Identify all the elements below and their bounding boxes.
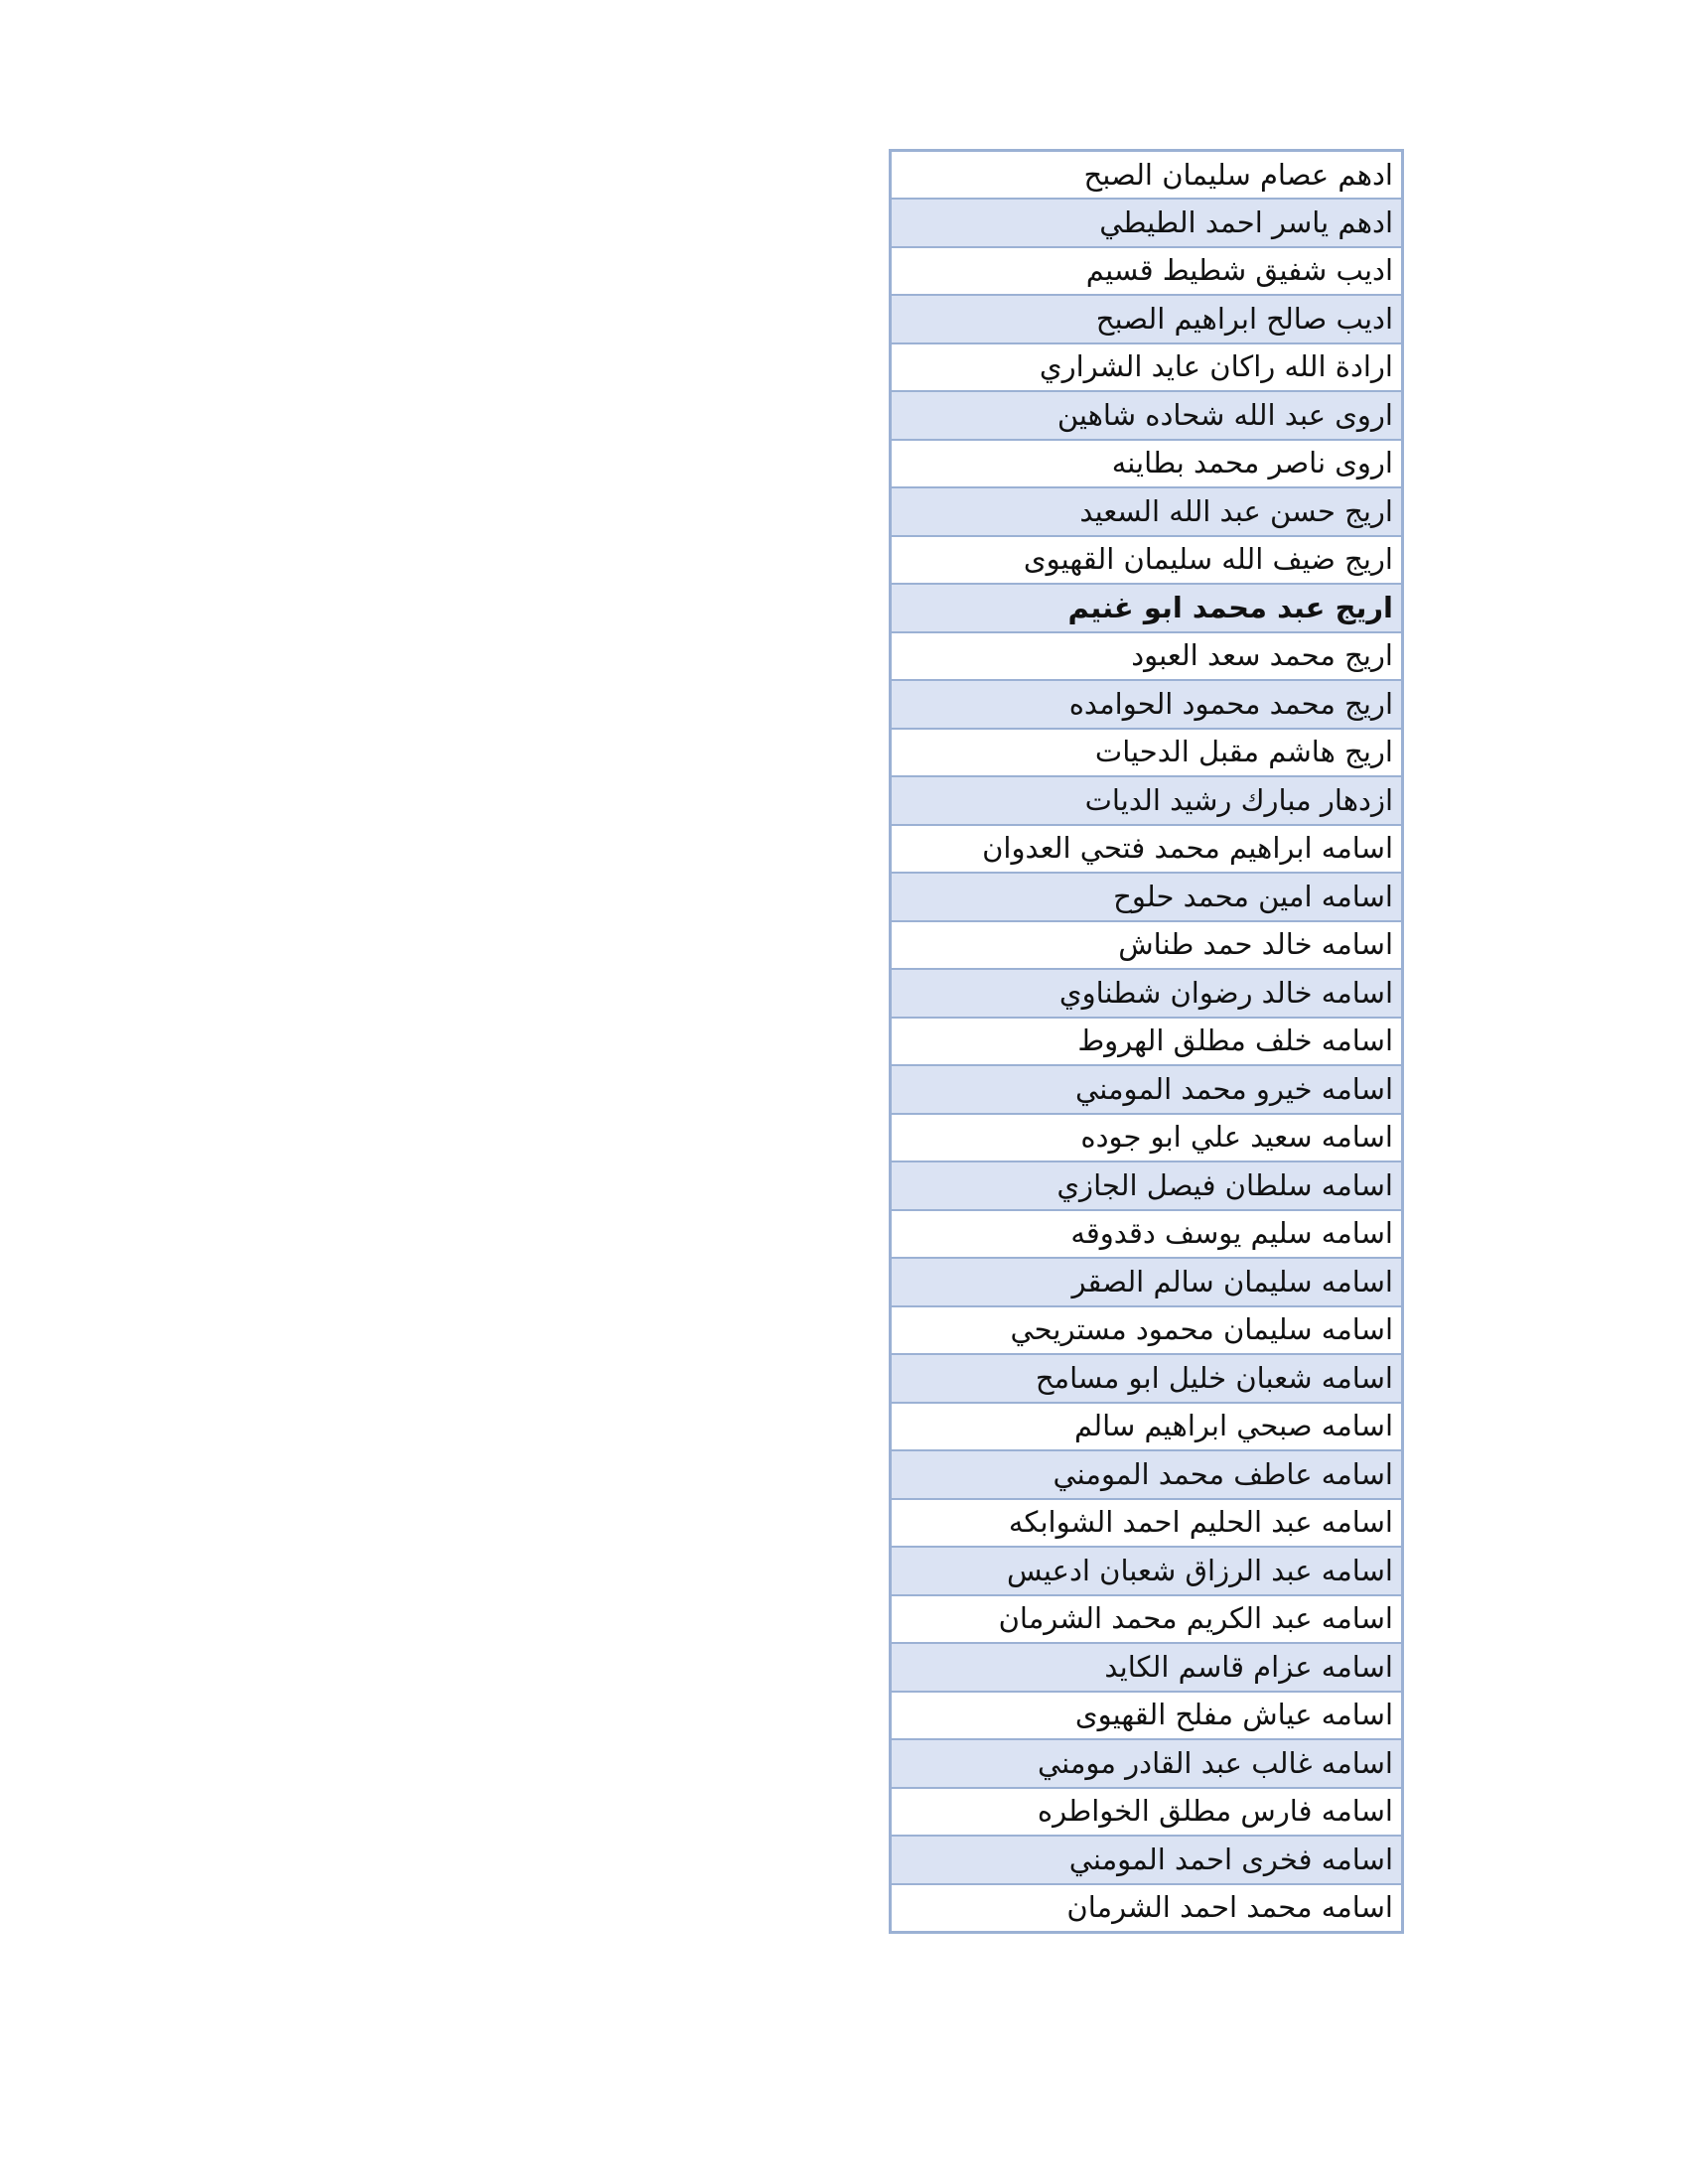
table-row [891, 1306, 1403, 1355]
name-cell: ازدهار مبارك رشيد الديات [891, 776, 1403, 825]
table-row [891, 1258, 1403, 1306]
table-row [891, 391, 1403, 440]
name-cell: اسامه سلطان فيصل الجازي [891, 1161, 1403, 1210]
name-cell: اديب صالح ابراهيم الصبح [891, 295, 1403, 343]
name-cell: اريج هاشم مقبل الدحيات [891, 729, 1403, 777]
name-cell: اريج عبد محمد ابو غنيم [891, 584, 1403, 632]
table-row [891, 776, 1403, 825]
table-row [891, 1499, 1403, 1548]
name-cell: اريج حسن عبد الله السعيد [891, 487, 1403, 536]
name-cell: اسامه عبد الرزاق شعبان ادعيس [891, 1547, 1403, 1595]
table-row [891, 921, 1403, 970]
name-cell: اسامه عبد الكريم محمد الشرمان [891, 1595, 1403, 1644]
table-row [891, 247, 1403, 296]
table-row [891, 295, 1403, 343]
table-row [891, 1595, 1403, 1644]
name-cell: اسامه خالد حمد طناش [891, 921, 1403, 970]
table-row [891, 1547, 1403, 1595]
name-cell: اسامه غالب عبد القادر مومني [891, 1739, 1403, 1788]
table-row [891, 151, 1403, 200]
name-cell: ادهم ياسر احمد الطيطي [891, 199, 1403, 247]
table-row [891, 1210, 1403, 1259]
name-cell: ارادة الله راكان عايد الشراري [891, 343, 1403, 392]
table-row [891, 1450, 1403, 1499]
name-cell: اسامه خيرو محمد المومني [891, 1065, 1403, 1114]
table-row [891, 440, 1403, 488]
name-cell: اريج محمد محمود الحوامده [891, 680, 1403, 729]
table-row [891, 1692, 1403, 1740]
name-cell: اروى عبد الله شحاده شاهين [891, 391, 1403, 440]
name-cell: اسامه سليمان سالم الصقر [891, 1258, 1403, 1306]
name-cell: اسامه عياش مفلح القهيوى [891, 1692, 1403, 1740]
table-row [891, 1739, 1403, 1788]
table-row [891, 584, 1403, 632]
name-cell: اسامه عاطف محمد المومني [891, 1450, 1403, 1499]
name-cell: اسامه خالد رضوان شطناوي [891, 969, 1403, 1018]
table-row [891, 487, 1403, 536]
table-row [891, 680, 1403, 729]
name-cell: اسامه امين محمد حلوح [891, 873, 1403, 921]
name-cell: اسامه سليم يوسف دقدوقه [891, 1210, 1403, 1259]
name-cell: اسامه سعيد علي ابو جوده [891, 1114, 1403, 1162]
table-row [891, 632, 1403, 681]
name-cell: اريج محمد سعد العبود [891, 632, 1403, 681]
name-cell: اسامه عبد الحليم احمد الشوابكه [891, 1499, 1403, 1548]
table-row [891, 1884, 1403, 1933]
name-cell: اروى ناصر محمد بطاينه [891, 440, 1403, 488]
table-row [891, 825, 1403, 874]
table-row [891, 1643, 1403, 1692]
table-row [891, 1354, 1403, 1403]
table-row [891, 199, 1403, 247]
name-cell: اسامه ابراهيم محمد فتحي العدوان [891, 825, 1403, 874]
name-cell: اسامه فخرى احمد المومني [891, 1836, 1403, 1884]
names-table-body [891, 151, 1403, 1933]
table-row [891, 729, 1403, 777]
table-row [891, 1836, 1403, 1884]
table-row [891, 873, 1403, 921]
table-row [891, 1788, 1403, 1837]
table-row [891, 1403, 1403, 1451]
names-table [889, 149, 1404, 1934]
table-row [891, 1161, 1403, 1210]
table-row [891, 1065, 1403, 1114]
table-row [891, 969, 1403, 1018]
name-cell: اسامه خلف مطلق الهروط [891, 1018, 1403, 1066]
name-cell: اسامه صبحي ابراهيم سالم [891, 1403, 1403, 1451]
name-cell: ادهم عصام سليمان الصبح [891, 151, 1403, 200]
name-cell: اسامه سليمان محمود مستريحي [891, 1306, 1403, 1355]
name-cell: اسامه محمد احمد الشرمان [891, 1884, 1403, 1933]
table-row [891, 1114, 1403, 1162]
name-cell: اديب شفيق شطيط قسيم [891, 247, 1403, 296]
table-row [891, 1018, 1403, 1066]
table-row [891, 343, 1403, 392]
name-cell: اسامه فارس مطلق الخواطره [891, 1788, 1403, 1837]
name-cell: اريج ضيف الله سليمان القهيوى [891, 536, 1403, 585]
name-cell: اسامه شعبان خليل ابو مسامح [891, 1354, 1403, 1403]
table-row [891, 536, 1403, 585]
name-cell: اسامه عزام قاسم الكايد [891, 1643, 1403, 1692]
